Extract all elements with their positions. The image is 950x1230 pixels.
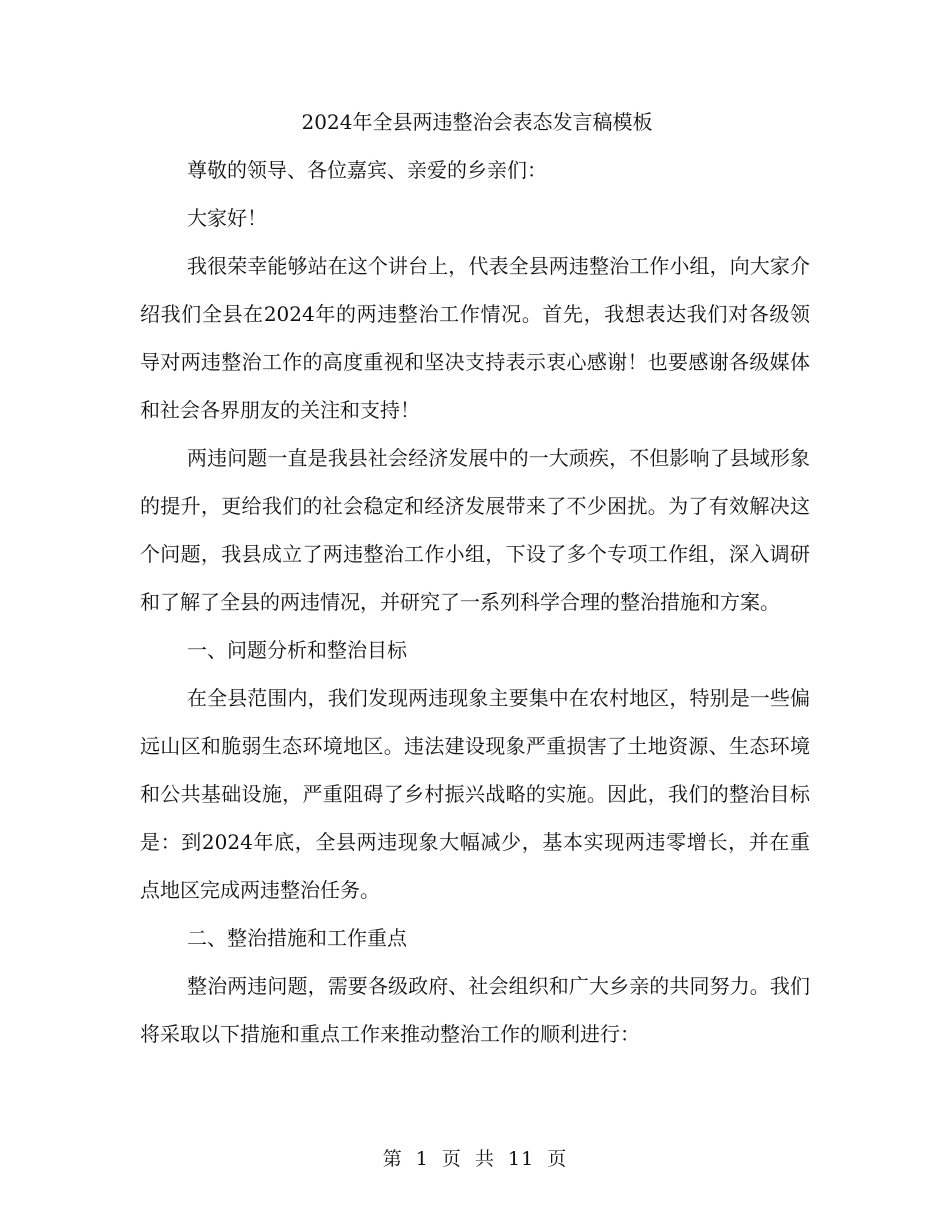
paragraph-greeting: 大家好！ — [187, 206, 267, 230]
paragraph-measures-intro: 整治两违问题，需要各级政府、社会组织和广大乡亲的共同努力。我们将采取以下措施和重点工作来推动整治工作的顺利进行： — [140, 974, 810, 1046]
page-number-footer: 第 1 页 共 11 页 — [382, 1148, 568, 1170]
document-title: 2024年全县两违整治会表态发言稿模板 — [301, 110, 653, 134]
paragraph-background: 两违问题一直是我县社会经济发展中的一大顽疾，不但影响了县域形象的提升，更给我们的社会稳定和经济发展带来了不少困扰。为了有效解决这个问题，我县成立了两违整治工作小组，下设了多个专项工作组，深入调研和了解了全县的两违情况，并研究了一系列科学合理的整治措施和方案。 — [140, 446, 810, 614]
paragraph-salutation: 尊敬的领导、各位嘉宾、亲爱的乡亲们： — [187, 158, 547, 182]
document-body — [140, 100, 810, 1058]
paragraph-problem-analysis: 在全县范围内，我们发现两违现象主要集中在农村地区，特别是一些偏远山区和脆弱生态环境地区。违法建设现象严重损害了土地资源、生态环境和公共基础设施，严重阻碍了乡村振兴战略的实施。因此，我们的整治目标是：到2024年底，全县两违现象大幅减少，基本实现两违零增长，并在重点地区完成两违整治任务。 — [140, 686, 810, 902]
paragraph-introduction: 我很荣幸能够站在这个讲台上，代表全县两违整治工作小组，向大家介绍我们全县在2024年的两违整治工作情况。首先，我想表达我们对各级领导对两违整治工作的高度重视和坚决支持表示衷心感谢！也要感谢各级媒体和社会各界朋友的关注和支持！ — [140, 254, 810, 422]
section-heading-2: 二、整治措施和工作重点 — [187, 926, 407, 950]
section-heading-1: 一、问题分析和整治目标 — [187, 638, 407, 662]
